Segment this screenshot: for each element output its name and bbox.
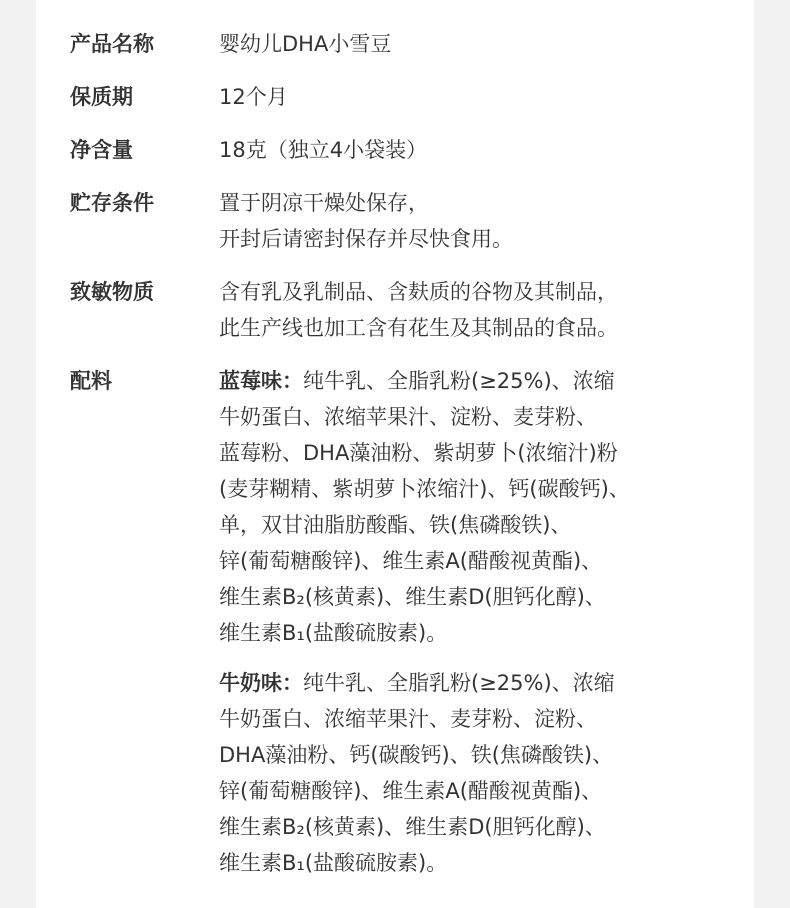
product-info-card [36, 0, 754, 908]
product-name-text: 婴幼儿DHA小雪豆 [219, 32, 392, 56]
allergen-line: 此生产线也加工含有花生及其制品的食品。 [219, 316, 618, 340]
milk-ingredients-line: DHA藻油粉、钙(碳酸钙)、铁(焦磷酸铁)、 [219, 743, 614, 767]
net-content-value [219, 132, 719, 168]
milk-ingredients-line: 锌(葡萄糖酸锌)、维生素A(醋酸视黄酯)、 [219, 779, 603, 803]
blueberry-ingredients-text: 纯牛乳、全脂乳粉(≥25%)、浓缩 [303, 369, 615, 393]
milk-ingredients-line: 维生素B₂(核黄素)、维生素D(胆钙化醇)、 [219, 815, 606, 839]
shelf-life-value [219, 79, 719, 115]
net-content-text: 18克（独立4小袋装） [219, 138, 428, 162]
blueberry-ingredients-line: 单，双甘油脂肪酸酯、铁(焦磷酸铁)、 [219, 513, 572, 537]
storage-label: 贮存条件 [70, 191, 154, 215]
blueberry-ingredients-line: (麦芽糊精、紫胡萝卜浓缩汁)、钙(碳酸钙)、 [219, 477, 630, 501]
blueberry-ingredients-line [219, 363, 719, 399]
storage-line: 置于阴凉干燥处保存， [219, 191, 429, 215]
milk-ingredients-line [219, 665, 719, 701]
ingredients-label: 配料 [70, 369, 112, 393]
blueberry-ingredients-line: 锌(葡萄糖酸锌)、维生素A(醋酸视黄酯)、 [219, 549, 603, 573]
blueberry-ingredients-line: 牛奶蛋白、浓缩苹果汁、淀粉、麦芽粉、 [219, 405, 597, 429]
allergen-label: 致敏物质 [70, 280, 154, 304]
product-name-value [219, 26, 719, 62]
storage-line: 开封后请密封保存并尽快食用。 [219, 227, 513, 251]
milk-ingredients [219, 665, 719, 881]
shelf-life-text: 12个月 [219, 85, 288, 109]
blueberry-flavor-title: 蓝莓味： [219, 369, 303, 393]
allergen-value [219, 274, 719, 346]
blueberry-ingredients [219, 363, 719, 651]
milk-flavor-title: 牛奶味： [219, 671, 303, 695]
milk-ingredients-line: 维生素B₁(盐酸硫胺素)。 [219, 851, 448, 875]
product-name-label: 产品名称 [70, 32, 154, 56]
storage-value [219, 185, 719, 257]
blueberry-ingredients-line: 维生素B₂(核黄素)、维生素D(胆钙化醇)、 [219, 585, 606, 609]
allergen-line: 含有乳及乳制品、含麸质的谷物及其制品， [219, 280, 618, 304]
blueberry-ingredients-line: 维生素B₁(盐酸硫胺素)。 [219, 621, 448, 645]
net-content-label: 净含量 [70, 138, 133, 162]
shelf-life-label: 保质期 [70, 85, 133, 109]
blueberry-ingredients-line: 蓝莓粉、DHA藻油粉、紫胡萝卜(浓缩汁)粉 [219, 441, 618, 465]
milk-ingredients-line: 牛奶蛋白、浓缩苹果汁、麦芽粉、淀粉、 [219, 707, 597, 731]
milk-ingredients-text: 纯牛乳、全脂乳粉(≥25%)、浓缩 [303, 671, 615, 695]
